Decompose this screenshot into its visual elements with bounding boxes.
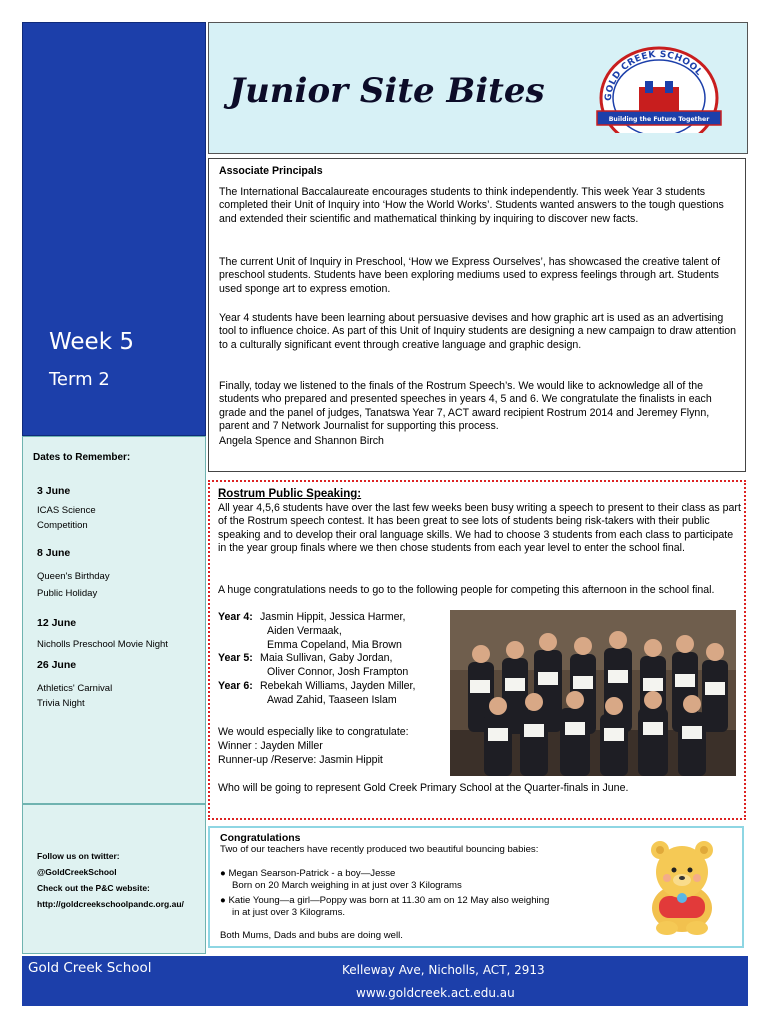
dates-to-remember-panel <box>22 436 206 804</box>
paragraph: Two of our teachers have recently produced two beautiful bouncing babies: <box>220 844 539 855</box>
footer-school-name: Gold Creek School <box>28 960 152 976</box>
bullet-line: in at just over 3 Kilograms. <box>232 907 346 918</box>
finalist-names: Emma Copeland, Mia Brown <box>267 639 402 651</box>
logo-banner-text: Building the Future Together <box>608 116 710 123</box>
date-label: 3 June <box>37 485 71 497</box>
newsletter-title: Junior Site Bites <box>229 71 545 111</box>
signature-names: Angela Spence and Shannon Birch <box>219 435 384 447</box>
footer-bar <box>22 956 748 1006</box>
finalist-names: Maia Sullivan, Gaby Jordan, <box>260 652 393 664</box>
runner-up-line: Runner-up /Reserve: Jasmin Hippit <box>218 754 383 766</box>
associate-principals-section <box>208 158 746 472</box>
section-heading: Congratulations <box>220 832 301 844</box>
term-label: Term 2 <box>49 369 110 390</box>
paragraph: The International Baccalaureate encourages students to think independently. This week Year 3 students completed their Unit of Inquiry into ‘How the World Works’. Students wanted answers to the tough questions and extended their scientific and mathematical thinking by inquiring to discover new facts. <box>219 186 724 225</box>
year-label: Year 5: <box>218 652 253 664</box>
logo-arc-text: GOLD CREEK SCHOOL <box>603 49 704 102</box>
year-label: Year 4: <box>218 611 253 623</box>
section-heading: Rostrum Public Speaking: <box>218 488 362 500</box>
winner-line: Winner : Jayden Miller <box>218 740 323 752</box>
teddy-bear-icon <box>637 834 727 936</box>
winners-intro: We would especially like to congratulate: <box>218 726 409 738</box>
date-event: Queen's Birthday <box>37 571 110 582</box>
date-label: 12 June <box>37 617 77 629</box>
date-event: Nicholls Preschool Movie Night <box>37 639 168 650</box>
date-event: ICAS Science <box>37 505 96 516</box>
follow-us-panel <box>22 804 206 954</box>
date-label: 26 June <box>37 659 77 671</box>
bullet-line: ● Katie Young—a girl—Poppy was born at 11.30 am on 12 May also weighing <box>220 895 550 906</box>
school-logo <box>589 43 729 133</box>
twitter-label: Follow us on twitter: <box>37 851 120 861</box>
paragraph: The current Unit of Inquiry in Preschool, ‘How we Express Ourselves’, has showcased the creative talent of preschool students. Students have been exploring mediums used to express feelings through art. Students used sponge art to express emotion. <box>219 256 721 295</box>
dates-heading: Dates to Remember: <box>33 452 131 463</box>
quarter-finals-line: Who will be going to represent Gold Creek Primary School at the Quarter-finals in June. <box>218 782 629 794</box>
section-heading: Associate Principals <box>219 165 323 177</box>
date-label: 8 June <box>37 547 71 559</box>
sidebar-blue-panel <box>22 22 206 436</box>
date-event: Athletics' Carnival <box>37 683 113 694</box>
closing-line: Both Mums, Dads and bubs are doing well. <box>220 930 403 941</box>
finalist-names: Aiden Vermaak, <box>267 625 342 637</box>
paragraph: A huge congratulations needs to go to the following people for competing this afternoon in the school final. <box>218 584 715 596</box>
finalist-names: Awad Zahid, Taaseen Islam <box>267 694 397 706</box>
week-label: Week 5 <box>49 329 134 355</box>
paragraph: All year 4,5,6 students have over the last few weeks been busy writing a speech to present to their class as part of the Rostrum speech contest. It has been great to see lots of students being risk-takers with their public speaking and to develop their oral language skills. We had to choose 3 students from each class to participate in the year group finals where we then chose students from each year level to enter the school final. <box>218 502 741 555</box>
date-event: Public Holiday <box>37 588 98 599</box>
footer-address: Kelleway Ave, Nicholls, ACT, 2913 <box>342 963 545 977</box>
student-group-photo <box>450 610 736 776</box>
year-label: Year 6: <box>218 680 253 692</box>
congratulations-section <box>208 826 744 948</box>
finalist-names: Oliver Connor, Josh Frampton <box>267 666 409 678</box>
pc-website-label: Check out the P&C website: <box>37 883 150 893</box>
paragraph: Finally, today we listened to the finals of the Rostrum Speech’s. We would like to acknowledge all of the students who prepared and presented speeches in years 4, 5 and 6. We congratulate the finalists in each grade and the panel of judges, Tanatswa Year 7, ACT award recipient Rostrum 2014 and Jeremey Flynn, parent and 7 Network Journalist for supporting this process. <box>219 380 712 432</box>
bullet-line: ● Megan Searson-Patrick - a boy—Jesse <box>220 868 396 879</box>
twitter-handle-link[interactable]: @GoldCreekSchool <box>37 867 117 877</box>
date-event: Competition <box>37 520 88 531</box>
footer-website-link[interactable]: www.goldcreek.act.edu.au <box>356 986 515 1000</box>
header-banner <box>208 22 748 154</box>
paragraph: Year 4 students have been learning about persuasive devises and how graphic art is used as an advertising tool to influence choice. As part of this Unit of Inquiry students are designing a new campaign to draw attention to a culturally significant event through creative language and graphic design. <box>219 312 737 351</box>
rostrum-section <box>208 480 746 820</box>
pc-website-link[interactable]: http://goldcreekschoolpandc.org.au/ <box>37 899 184 909</box>
finalist-names: Rebekah Williams, Jayden Miller, <box>260 680 416 692</box>
date-event: Trivia Night <box>37 698 85 709</box>
bullet-line: Born on 20 March weighing in at just over 3 Kilograms <box>232 880 462 891</box>
finalist-names: Jasmin Hippit, Jessica Harmer, <box>260 611 406 623</box>
